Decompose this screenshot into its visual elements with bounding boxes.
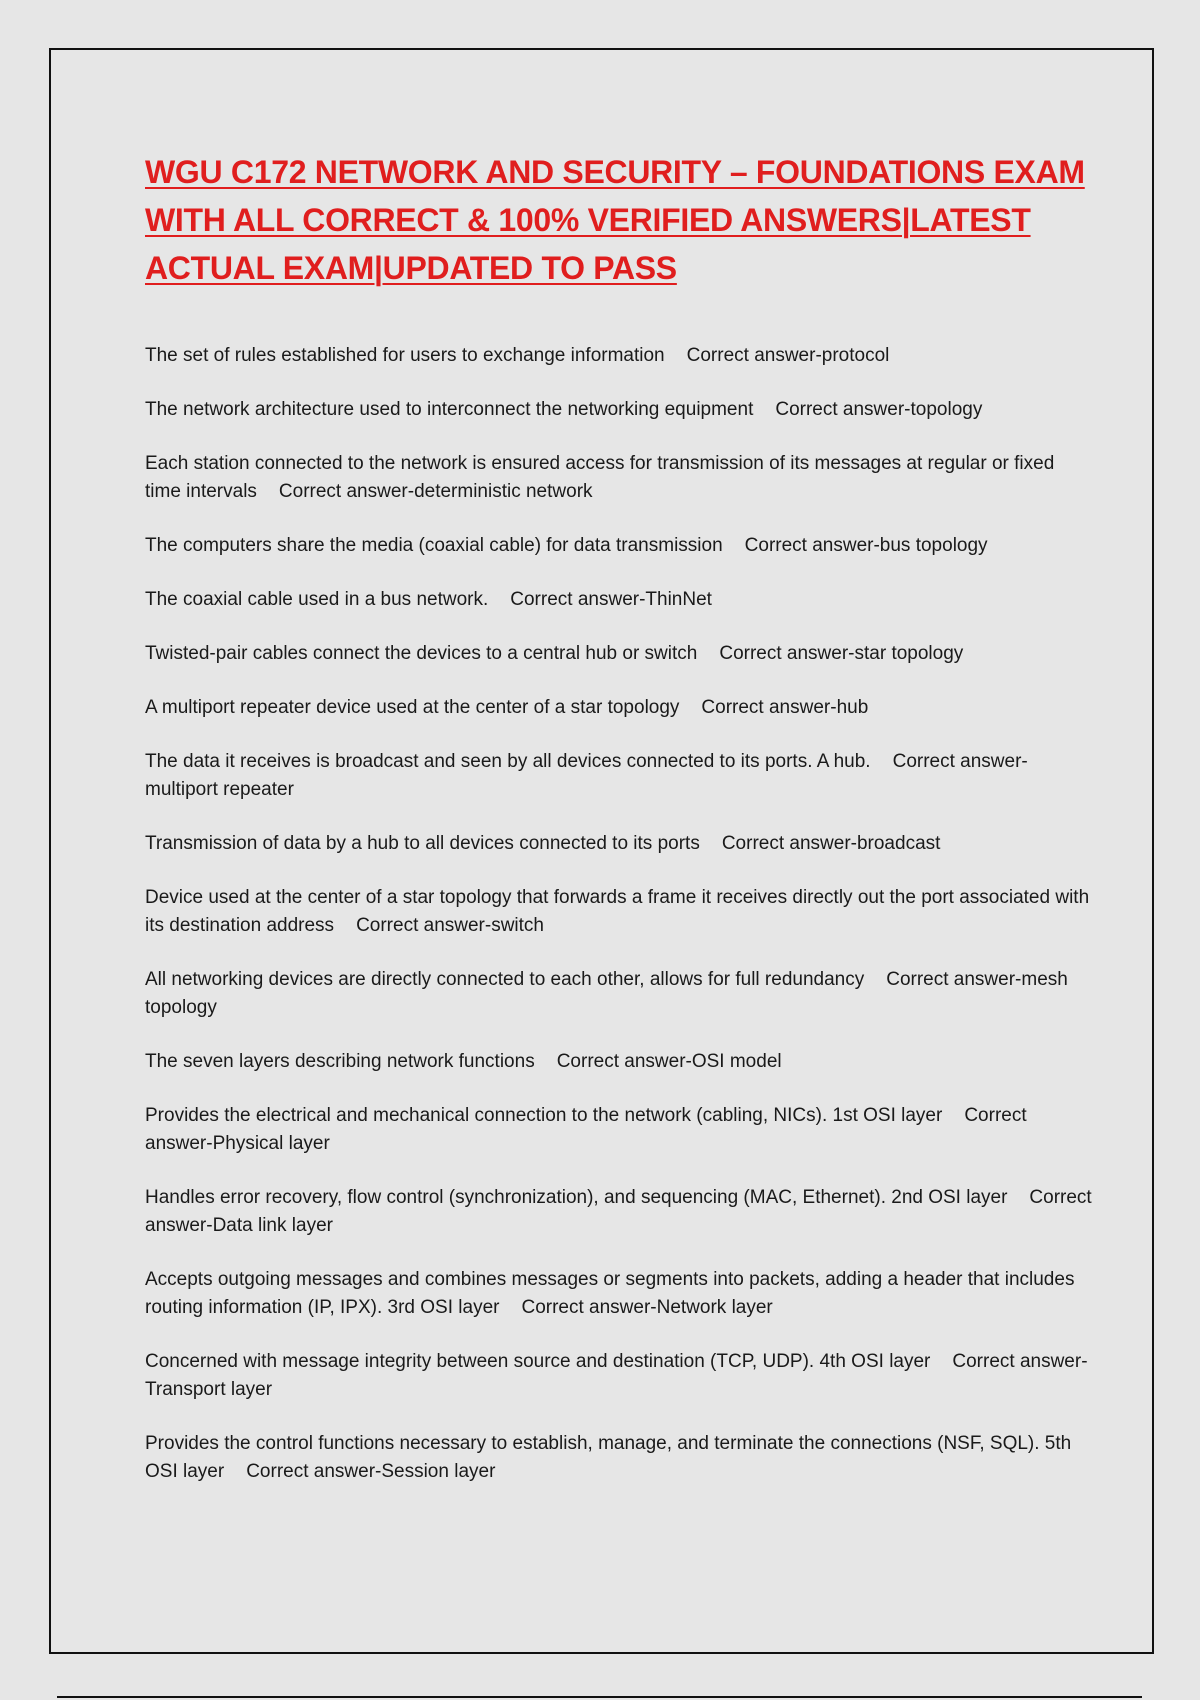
qa-question: Handles error recovery, flow control (synchronization), and sequencing (MAC, Ethernet). 2nd OSI layer — [145, 1187, 1008, 1208]
qa-item — [145, 342, 1095, 370]
qa-item — [145, 884, 1095, 940]
qa-answer: Correct answer-star topology — [719, 643, 964, 664]
qa-item — [145, 1102, 1095, 1158]
qa-question: The set of rules established for users to exchange information — [145, 345, 665, 366]
qa-question: Transmission of data by a hub to all devices connected to its ports — [145, 833, 700, 854]
qa-item — [145, 640, 1095, 668]
qa-item — [145, 748, 1095, 804]
qa-item — [145, 830, 1095, 858]
next-page-top-rule — [57, 1696, 1142, 1698]
qa-question: Each station connected to the network is ensured access for transmission of its messages at regular or fixed time intervals — [145, 453, 1055, 502]
document-title: WGU C172 NETWORK AND SECURITY – FOUNDATIONS EXAM WITH ALL CORRECT & 100% VERIFIED ANSWERS|LATEST ACTUAL EXAM|UPDATED TO PASS — [145, 154, 1085, 286]
qa-question: A multiport repeater device used at the center of a star topology — [145, 697, 680, 718]
qa-item — [145, 1348, 1095, 1404]
qa-question: Accepts outgoing messages and combines messages or segments into packets, adding a header that includes routing information (IP, IPX). 3rd OSI layer — [145, 1269, 1075, 1318]
qa-answer: Correct answer-multiport repeater — [145, 751, 1028, 800]
qa-question: The data it receives is broadcast and seen by all devices connected to its ports. A hub. — [145, 751, 871, 772]
qa-question: The computers share the media (coaxial cable) for data transmission — [145, 535, 723, 556]
qa-answer: Correct answer-Transport layer — [145, 1351, 1088, 1400]
qa-answer: Correct answer-switch — [356, 915, 544, 936]
qa-answer: Correct answer-hub — [701, 697, 869, 718]
qa-item — [145, 1184, 1095, 1240]
qa-question: The seven layers describing network functions — [145, 1051, 535, 1072]
qa-answer: Correct answer-bus topology — [744, 535, 988, 556]
qa-list — [145, 342, 1095, 1512]
qa-item — [145, 1266, 1095, 1322]
qa-answer: Correct answer-Data link layer — [145, 1187, 1092, 1236]
qa-answer: Correct answer-broadcast — [721, 833, 941, 854]
qa-question: All networking devices are directly connected to each other, allows for full redundancy — [145, 969, 865, 990]
qa-question: Provides the electrical and mechanical connection to the network (cabling, NICs). 1st OSI layer — [145, 1105, 943, 1126]
qa-item — [145, 966, 1095, 1022]
qa-answer: Correct answer-ThinNet — [510, 589, 712, 610]
qa-item — [145, 694, 1095, 722]
qa-question: The coaxial cable used in a bus network. — [145, 589, 489, 610]
qa-question: Provides the control functions necessary to establish, manage, and terminate the connections (NSF, SQL). 5th OSI layer — [145, 1433, 1072, 1482]
qa-answer: Correct answer-mesh topology — [145, 969, 1068, 1018]
qa-answer: Correct answer-protocol — [686, 345, 890, 366]
qa-question: Twisted-pair cables connect the devices to a central hub or switch — [145, 643, 698, 664]
qa-question: The network architecture used to interconnect the networking equipment — [145, 399, 754, 420]
qa-answer: Correct answer-Network layer — [521, 1297, 773, 1318]
qa-item — [145, 396, 1095, 424]
qa-answer: Correct answer-deterministic network — [278, 481, 593, 502]
qa-answer: Correct answer-OSI model — [556, 1051, 782, 1072]
qa-answer: Correct answer-topology — [775, 399, 983, 420]
qa-answer: Correct answer-Session layer — [246, 1461, 496, 1482]
qa-answer: Correct answer-Physical layer — [145, 1105, 1027, 1154]
qa-item — [145, 1048, 1095, 1076]
qa-item — [145, 1430, 1095, 1486]
qa-item — [145, 532, 1095, 560]
qa-question: Concerned with message integrity between source and destination (TCP, UDP). 4th OSI layer — [145, 1351, 931, 1372]
qa-item — [145, 450, 1095, 506]
page-frame — [49, 48, 1154, 1654]
qa-question: Device used at the center of a star topology that forwards a frame it receives directly out the port associated with its destination address — [145, 887, 1090, 936]
qa-item — [145, 586, 1095, 614]
